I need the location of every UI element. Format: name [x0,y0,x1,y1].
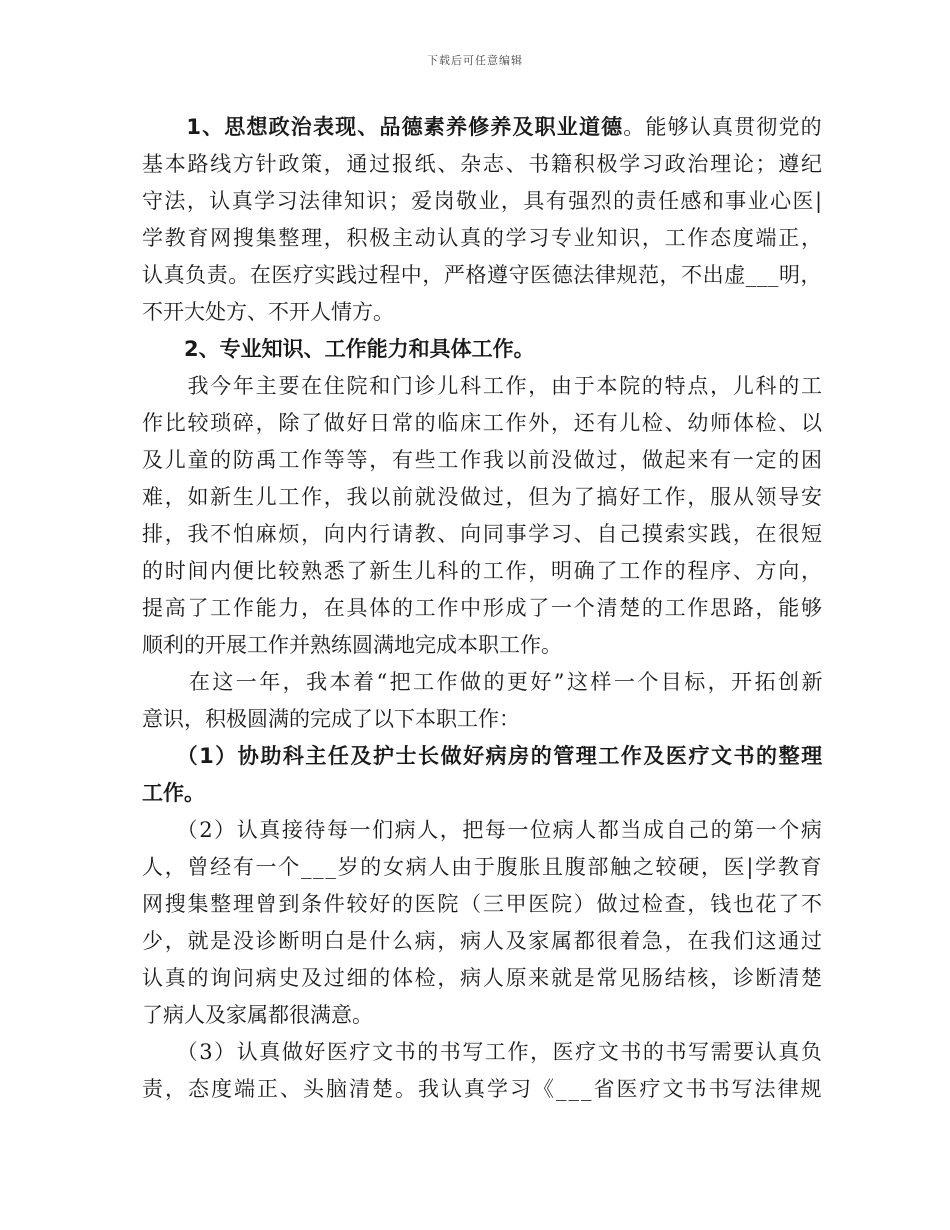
text-line [142,931,824,952]
text-segment: 顺利的开展工作并熟练圆满地完成本职工作。 [142,633,562,657]
text-line [142,339,535,360]
page-header: 下载后可任意编辑 [427,54,523,67]
text-line [142,672,825,693]
text-line [142,598,824,619]
text-segment: 认真的询问病史及过细的体检，病人原来就是常见肠结核，诊断清楚 [142,966,824,990]
text-line [142,820,823,841]
text-line [142,117,823,138]
text-segment: 守法，认真学习法律知识；爱岗敬业，具有强烈的责任感和事业心医| [142,189,824,213]
text-line [142,413,824,434]
text-segment: 认真负责。在医疗实践过程中，严格遵守医德法律规范，不出虚___明， [142,263,823,287]
text-segment: 少，就是没诊断明白是什么病，病人及家属都很着急，在我们这通过 [142,929,824,953]
text-line [142,154,824,175]
text-segment: 意识，积极圆满的完成了以下本职工作： [142,707,520,731]
text-line [142,228,824,249]
text-segment: 提高了工作能力，在具体的工作中形成了一个清楚的工作思路，能够 [142,596,824,620]
text-segment [142,115,186,139]
text-line [142,746,824,767]
text-segment: 难，如新生儿工作，我以前就没做过，但为了搞好工作，服从领导安 [142,485,824,509]
text-segment: 排，我不怕麻烦，向内行请教、向同事学习、自己摸索实践，在很短 [142,522,824,546]
text-segment: 责，态度端正、头脑清楚。我认真学习《___省医疗文书书写法律规 [142,1077,824,1101]
text-line [142,487,824,508]
text-line [142,1005,373,1026]
bold-text-segment: 1、思想政治表现、品德素养修养及职业道德 [186,115,624,139]
bold-text-segment: 2、专业知识、工作能力和具体工作。 [184,337,535,361]
text-line [142,1079,824,1100]
text-segment: 基本路线方针政策，通过报纸、杂志、书籍积极学习政治理论；遵纪 [142,152,824,176]
text-line [142,524,824,545]
text-segment: 人，曾经有一个___岁的女病人由于腹胀且腹部触之较硬，医|学教育 [142,855,824,879]
text-line [142,857,823,878]
text-segment: 在这一年，我本着“把工作做的更好”这样一个目标，开拓创新 [142,670,825,694]
text-line [142,783,205,804]
bold-text-segment: 工作。 [142,781,205,805]
text-line [142,376,824,397]
text-segment: 。能够认真贯彻党的 [623,115,823,139]
bold-text-segment: （1）协助科主任及护士长做好病房的管理工作及医疗文书的整理 [187,744,824,768]
text-segment: 网搜集整理曾到条件较好的医院（三甲医院）做过检查，钱也花了不 [142,892,824,916]
text-line [142,302,394,323]
text-line [142,894,824,915]
text-segment: 作比较琐碎，除了做好日常的临床工作外，还有儿检、幼师体检、以 [142,411,824,435]
text-segment: 及儿童的防禹工作等等，有些工作我以前没做过，做起来有一定的困 [142,448,824,472]
text-line [142,709,520,730]
text-segment: 不开大处方、不开人情方。 [142,300,394,324]
text-segment: （3）认真做好医疗文书的书写工作，医疗文书的书写需要认真负 [142,1040,824,1064]
text-line [142,635,562,656]
text-segment [142,337,184,361]
text-segment: 学教育网搜集整理，积极主动认真的学习专业知识，工作态度端正， [142,226,824,250]
text-line [142,968,824,989]
text-line [142,1042,823,1063]
text-segment: （2）认真接待每一们病人，把每一位病人都当成自己的第一个病 [142,818,824,842]
text-line [142,265,822,286]
text-line [142,450,824,471]
text-segment [142,744,187,768]
text-line [142,191,824,212]
text-segment: 的时间内便比较熟悉了新生儿科的工作，明确了工作的程序、方向， [142,559,824,583]
text-segment: 了病人及家属都很满意。 [142,1003,373,1027]
text-segment: 我今年主要在住院和门诊儿科工作，由于本院的特点，儿科的工 [142,374,824,398]
text-line [142,561,824,582]
